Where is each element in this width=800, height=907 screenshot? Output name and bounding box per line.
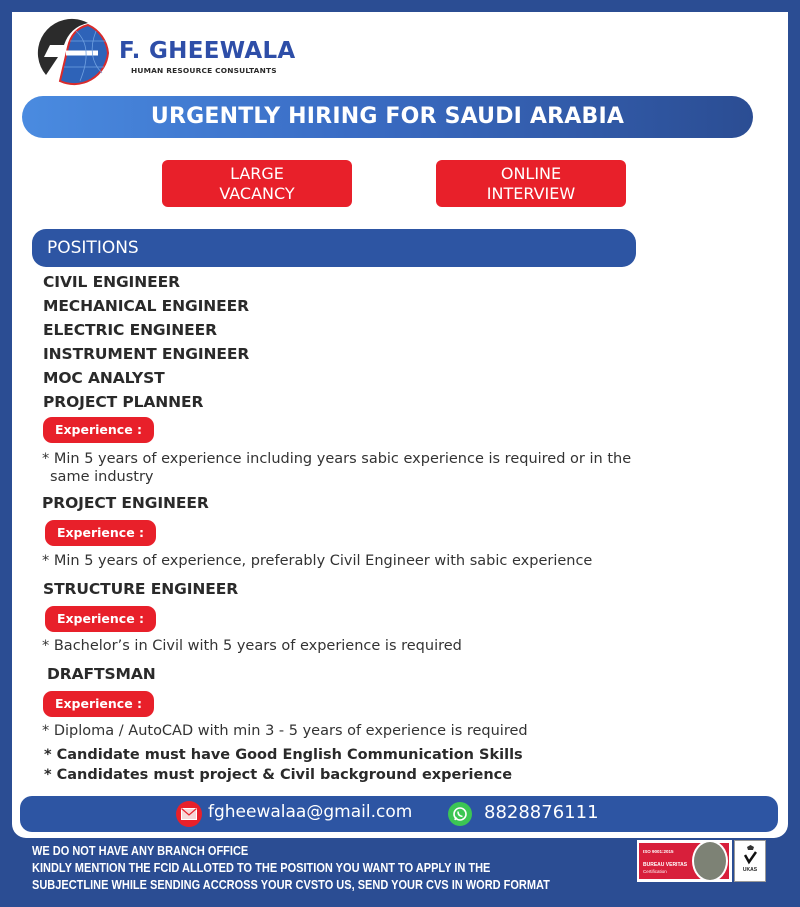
positions-heading: POSITIONS bbox=[32, 229, 636, 267]
requirement-text: * Bachelor’s in Civil with 5 years of experience is required bbox=[42, 638, 462, 654]
note-text: * Candidates must project & Civil background experience bbox=[44, 767, 513, 783]
company-logo bbox=[36, 17, 112, 87]
experience-label: Experience : bbox=[45, 606, 156, 632]
email-link[interactable]: fgheewalaa@gmail.com bbox=[208, 802, 413, 822]
note-text: * Candidate must have Good English Communication Skills bbox=[44, 747, 523, 763]
requirement-text: * Min 5 years of experience, preferably Civil Engineer with sabic experience bbox=[42, 553, 593, 569]
position-title: DRAFTSMAN bbox=[47, 665, 156, 683]
cert-body-text: BUREAU VERITAS bbox=[643, 862, 688, 868]
badge-line: VACANCY bbox=[219, 183, 295, 203]
badge-line: ONLINE bbox=[500, 163, 562, 183]
badge-large-vacancy bbox=[162, 160, 352, 207]
requirement-text: * Diploma / AutoCAD with min 3 - 5 years of experience is required bbox=[42, 723, 528, 739]
whatsapp-icon bbox=[448, 802, 472, 826]
footer-line: WE DO NOT HAVE ANY BRANCH OFFICE bbox=[32, 843, 249, 858]
badge-line: INTERVIEW bbox=[486, 183, 576, 203]
position-item: INSTRUMENT ENGINEER bbox=[43, 345, 250, 363]
brand-name: F. GHEEWALA bbox=[119, 38, 296, 64]
position-item: PROJECT PLANNER bbox=[43, 393, 204, 411]
position-title: STRUCTURE ENGINEER bbox=[43, 580, 239, 598]
cert-label-text: Certification bbox=[643, 869, 667, 874]
badge-line: LARGE bbox=[230, 163, 284, 183]
badge-online-interview bbox=[436, 160, 626, 207]
requirement-text: same industry bbox=[50, 469, 154, 485]
footer-line: SUBJECTLINE WHILE SENDING ACCROSS YOUR CVSTO US, SEND YOUR CVS IN WORD FORMAT bbox=[32, 877, 550, 892]
requirement-text: * Min 5 years of experience including years sabic experience is required or in the bbox=[42, 451, 632, 467]
experience-label: Experience : bbox=[43, 417, 154, 443]
position-item: ELECTRIC ENGINEER bbox=[43, 321, 217, 339]
ukas-badge bbox=[734, 840, 766, 882]
envelope-icon bbox=[176, 801, 202, 827]
checkmark-icon bbox=[744, 845, 757, 865]
phone-number[interactable]: 8828876111 bbox=[484, 802, 599, 823]
brand-tagline: HUMAN RESOURCE CONSULTANTS bbox=[131, 66, 277, 75]
position-item: MECHANICAL ENGINEER bbox=[43, 297, 249, 315]
cert-iso-text: ISO 9001:2015 bbox=[643, 849, 674, 854]
footer-notice bbox=[32, 842, 550, 893]
iso-certification-badge bbox=[637, 840, 732, 882]
position-title: PROJECT ENGINEER bbox=[42, 494, 209, 512]
headline-banner: URGENTLY HIRING FOR SAUDI ARABIA bbox=[22, 96, 753, 138]
position-item: CIVIL ENGINEER bbox=[43, 273, 180, 291]
position-item: MOC ANALYST bbox=[43, 369, 165, 387]
bureau-veritas-seal-icon bbox=[692, 840, 728, 882]
experience-label: Experience : bbox=[43, 691, 154, 717]
experience-label: Experience : bbox=[45, 520, 156, 546]
ukas-text: UKAS bbox=[742, 867, 758, 873]
footer-line: KINDLY MENTION THE FCID ALLOTED TO THE POSITION YOU WANT TO APPLY IN THE bbox=[32, 860, 491, 875]
